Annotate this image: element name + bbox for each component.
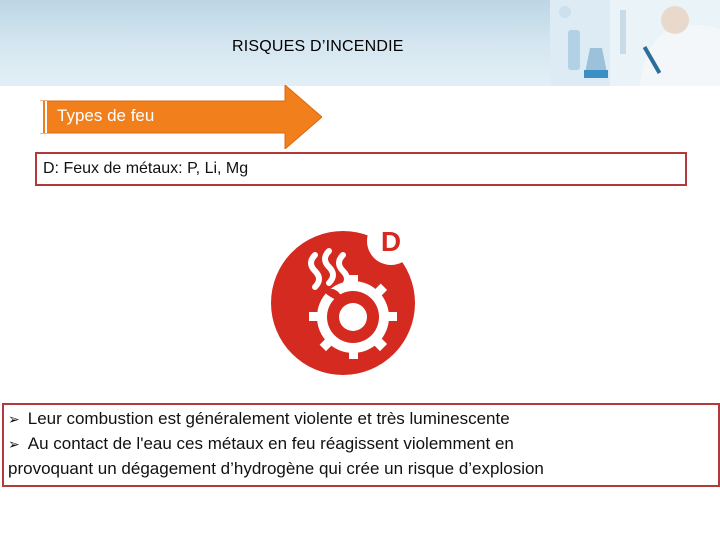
metal-fire-icon [271, 219, 419, 379]
bullet-item [8, 434, 514, 454]
page-title: RISQUES D’INCENDIE [232, 38, 404, 55]
bullet-continuation: provoquant un dégagement d’hydrogène qui crée un risque d’explosion [8, 459, 544, 478]
laboratory-image [550, 0, 720, 86]
fire-type-text: D: Feux de métaux: P, Li, Mg [43, 160, 249, 177]
bullet-item [8, 409, 510, 429]
bullet-text: Au contact de l'eau ces métaux en feu réagissent violemment en [27, 434, 514, 453]
section-tab-label: Types de feu [57, 106, 155, 125]
bullets-box [2, 403, 720, 487]
bullet-text: Leur combustion est généralement violente et très luminescente [27, 409, 510, 428]
arrow-bullet-icon: ➢ [8, 437, 20, 453]
header-banner [0, 0, 720, 86]
fire-type-box [35, 152, 687, 186]
fire-class-letter: D [380, 226, 402, 257]
arrow-bullet-icon: ➢ [8, 412, 20, 428]
